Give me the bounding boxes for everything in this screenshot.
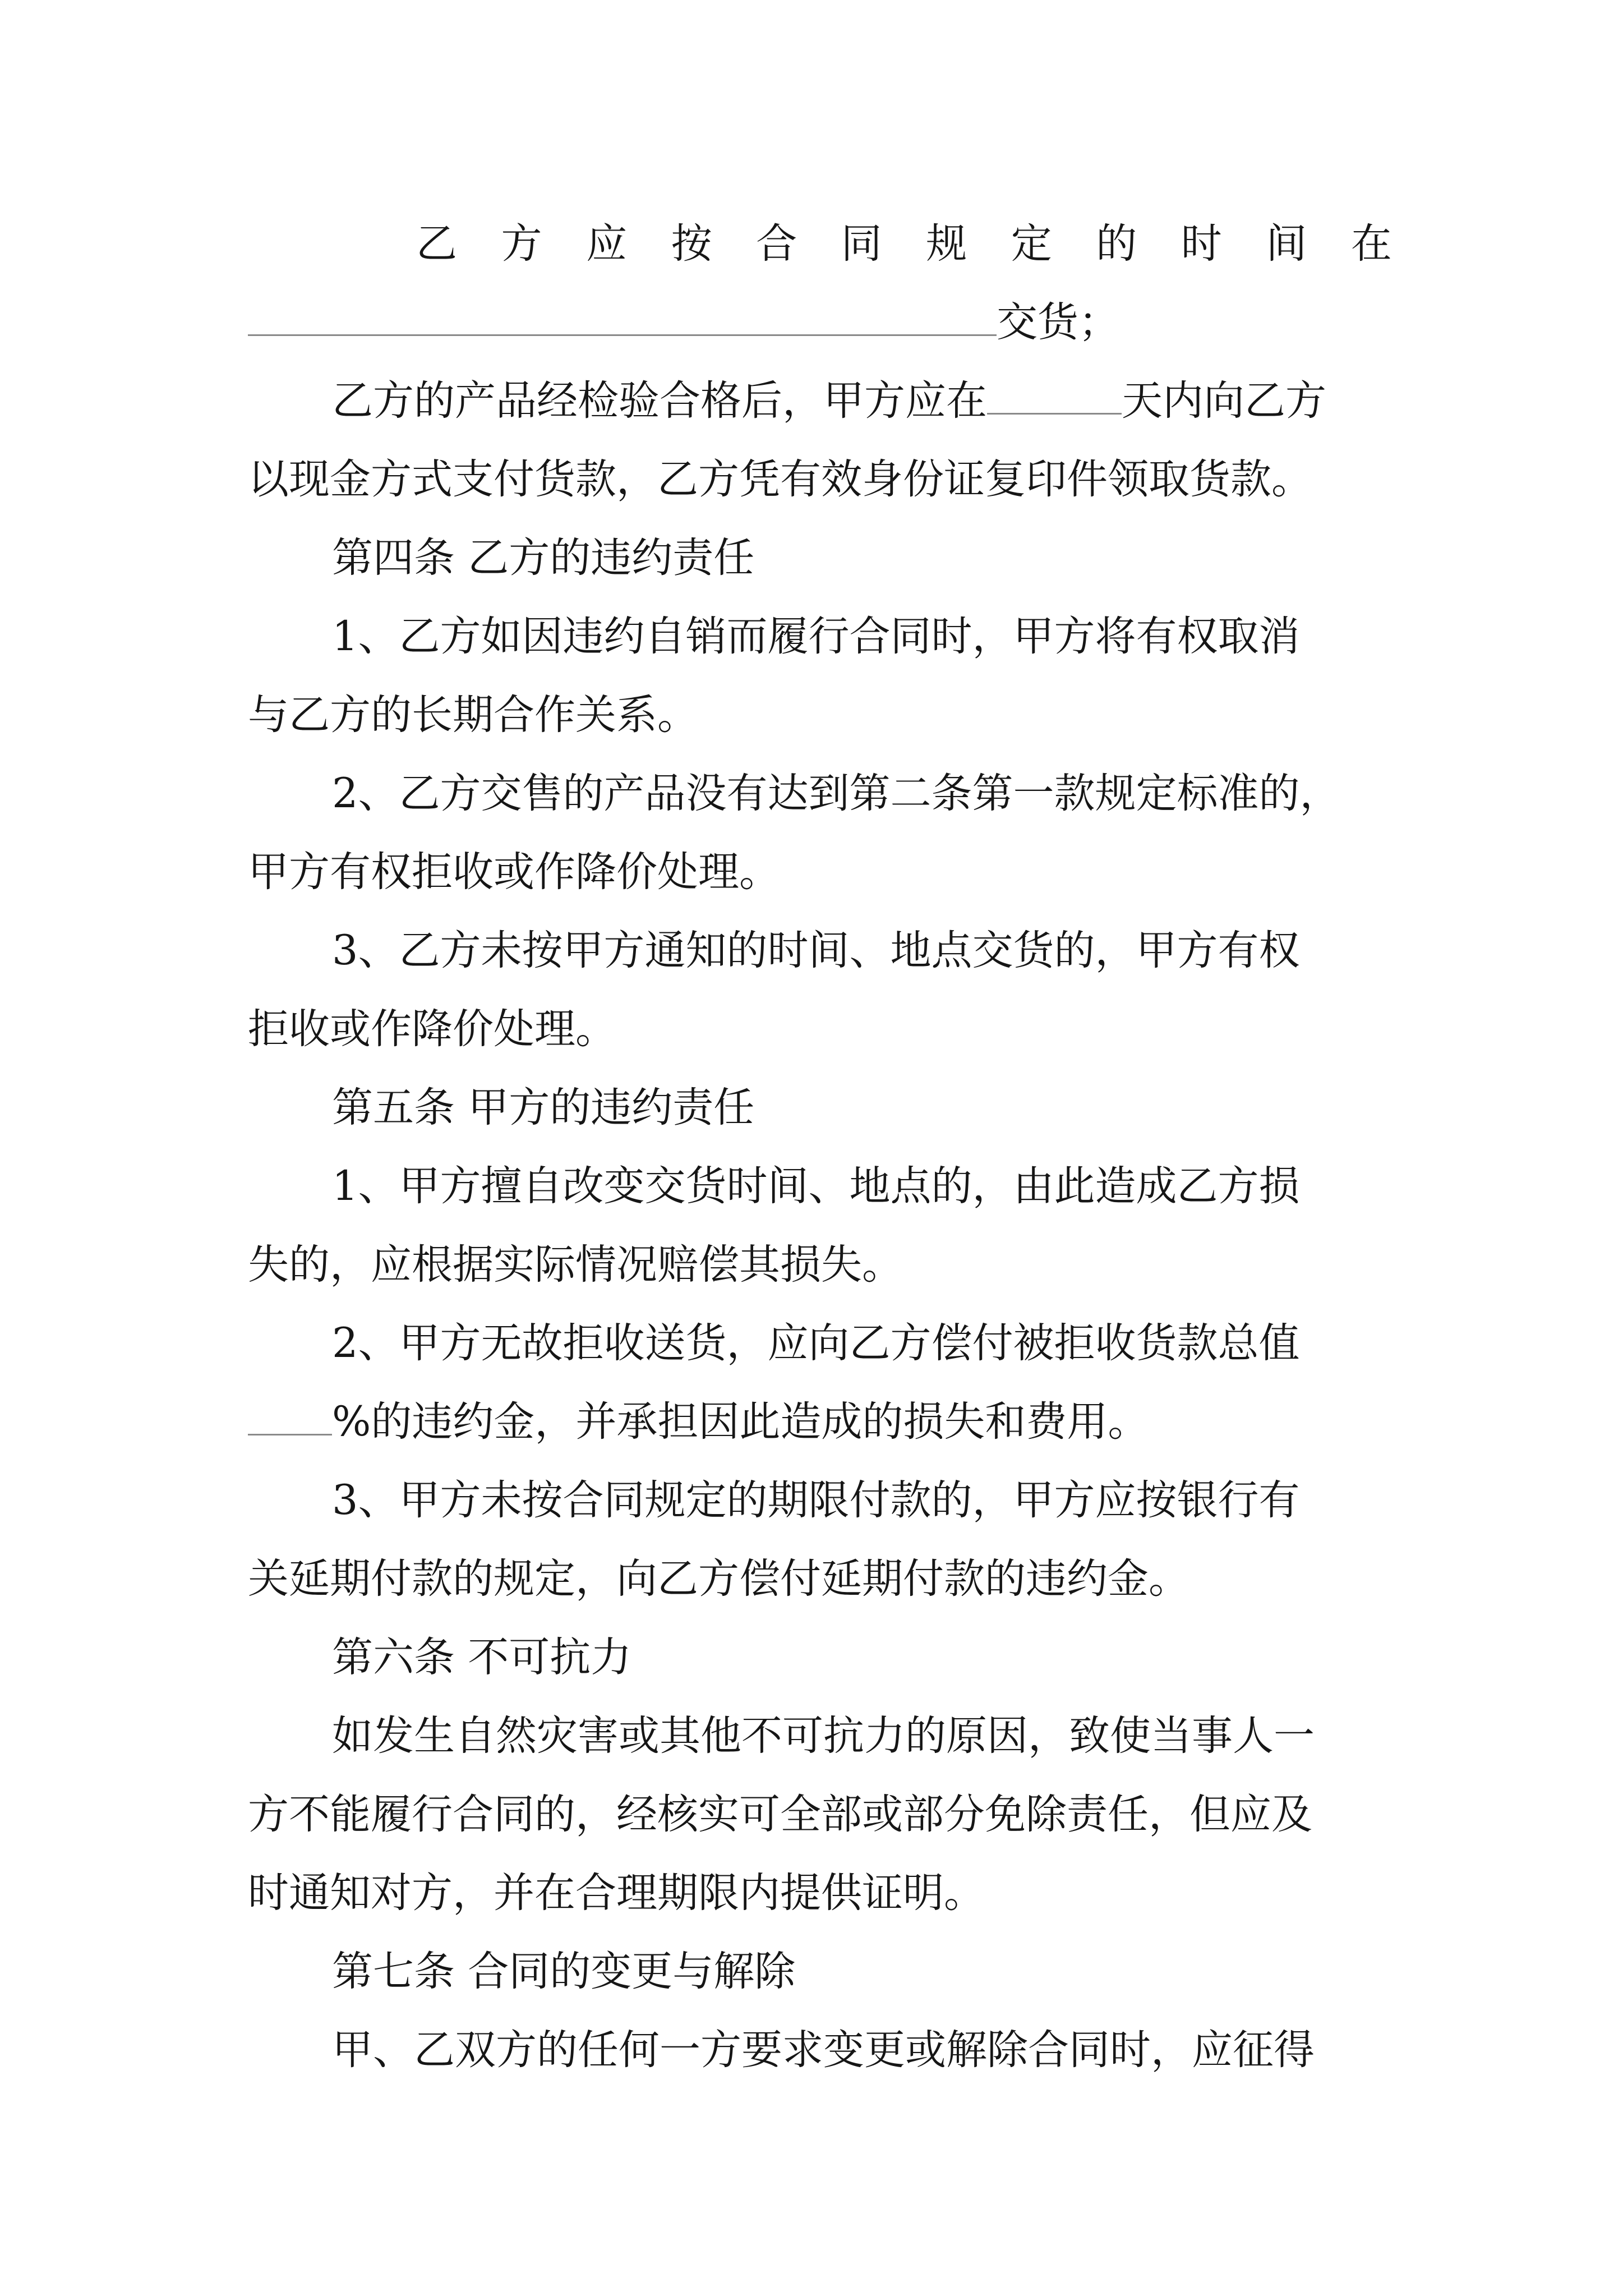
article-4-item-1-cont: 与乙方的长期合作关系。: [248, 691, 698, 739]
article-5-item-2-cont: [248, 1383, 1392, 1461]
article-4-item-1: 1、乙方如因违约自销而履行合同时，甲方将有权取消: [332, 613, 1300, 660]
char: 在: [1350, 220, 1392, 268]
article-5-item-3-cont: 关延期付款的规定，向乙方偿付延期付款的违约金。: [248, 1555, 1189, 1603]
article-5-item-2: 2、甲方无故拒收送货，应向乙方偿付被拒收货款总值: [332, 1319, 1300, 1367]
delivery-time-blank: [248, 297, 997, 336]
contract-body: [248, 205, 1392, 2090]
penalty-percent-blank: [248, 1397, 332, 1435]
char: 规: [926, 220, 967, 268]
article-7-paragraph: 甲、乙双方的任何一方要求变更或解除合同时，应征得: [332, 2026, 1315, 2074]
payment-text: 乙方的产品经检验合格后，甲方应在: [332, 377, 987, 425]
char: 按: [671, 220, 712, 268]
article-4-item-2: 2、乙方交售的产品没有达到第二条第一款规定标准的，: [332, 770, 1341, 817]
char: 间: [1266, 220, 1307, 268]
char: 时: [1181, 220, 1222, 268]
penalty-text: %的违约金，并承担因此造成的损失和费用。: [332, 1398, 1149, 1446]
payment-line-1: [248, 362, 1392, 440]
char: 乙: [416, 220, 457, 268]
delivery-suffix: 交货；: [997, 298, 1119, 346]
char: 同: [841, 220, 882, 268]
article-4-item-3: 3、乙方未按甲方通知的时间、地点交货的，甲方有权: [332, 927, 1300, 974]
payment-line-2: 以现金方式支付货款，乙方凭有效身份证复印件领取货款。: [248, 455, 1312, 503]
article-6-paragraph: 如发生自然灾害或其他不可抗力的原因，致使当事人一: [332, 1712, 1315, 1760]
article-5-item-3: 3、甲方未按合同规定的期限付款的，甲方应按银行有: [332, 1476, 1300, 1524]
article-5-title: 第五条 甲方的违约责任: [332, 1084, 755, 1131]
delivery-time-blank-line: [248, 283, 1392, 362]
char: 定: [1011, 220, 1052, 268]
article-4-title: 第四条 乙方的违约责任: [332, 534, 755, 582]
char: 方: [501, 220, 542, 268]
payment-days-blank: [987, 376, 1122, 415]
char: 合: [756, 220, 797, 268]
delivery-time-line: [248, 205, 1392, 283]
article-5-item-1-cont: 失的，应根据实际情况赔偿其损失。: [248, 1241, 903, 1289]
article-6-paragraph-cont: 方不能履行合同的，经核实可全部或部分免除责任，但应及: [248, 1791, 1312, 1838]
article-6-paragraph-cont: 时通知对方，并在合理期限内提供证明。: [248, 1869, 985, 1917]
article-7-title: 第七条 合同的变更与解除: [332, 1948, 796, 1995]
article-6-title: 第六条 不可抗力: [332, 1634, 632, 1681]
article-5-item-1: 1、甲方擅自改变交货时间、地点的，由此造成乙方损: [332, 1162, 1300, 1210]
char: 应: [586, 220, 628, 268]
article-4-item-3-cont: 拒收或作降价处理。: [248, 1005, 616, 1053]
article-4-item-2-cont: 甲方有权拒收或作降价处理。: [248, 848, 780, 896]
char: 的: [1096, 220, 1137, 268]
payment-text: 天内向乙方: [1122, 377, 1326, 425]
